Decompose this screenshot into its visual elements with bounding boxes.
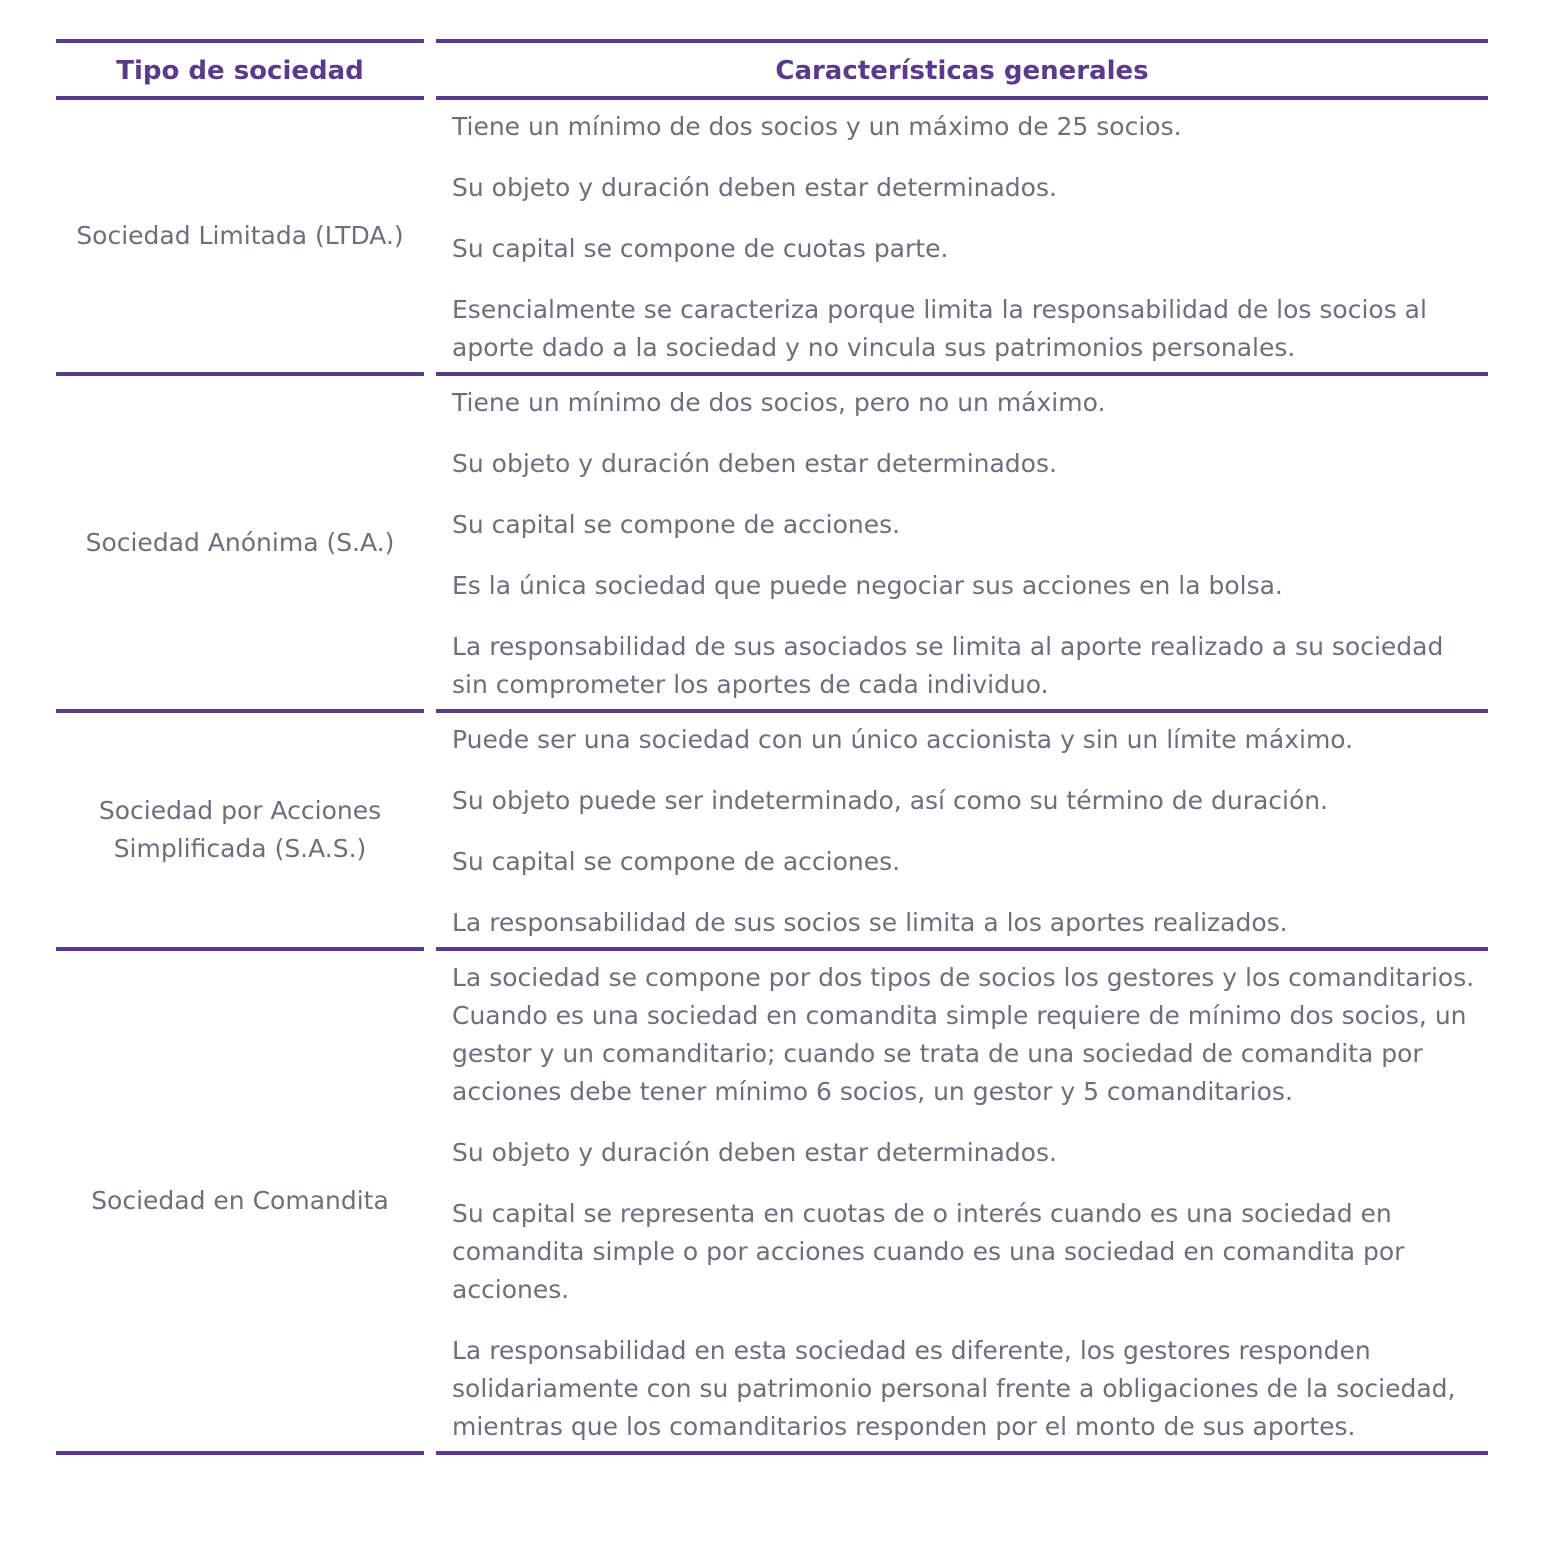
company-types-table (56, 39, 1488, 1455)
characteristic-item: La responsabilidad de sus asociados se limita al aporte realizado a su sociedad sin comprometer los aportes de cada individuo. (452, 632, 1444, 699)
characteristic-item: Su capital se representa en cuotas de o interés cuando es una sociedad en comandita simple o por acciones cuando es una sociedad en comandita por acciones. (452, 1199, 1405, 1304)
characteristic-item: La sociedad se compone por dos tipos de socios los gestores y los comanditarios. Cuando es una sociedad en comandita simple requiere de mínimo dos socios, un gestor y un comanditario; cuando se trata de una sociedad de comandita por acciones debe tener mínimo 6 socios, un gestor y 5 comanditarios. (452, 963, 1475, 1106)
characteristic-item: La responsabilidad en esta sociedad es diferente, los gestores responden solidariamente con su patrimonio personal frente a obligaciones de la sociedad, mientras que los comanditarios responden por el monto de sus aportes. (452, 1336, 1456, 1441)
row-type: Sociedad en Comandita (56, 951, 424, 1455)
characteristic-item: Su objeto puede ser indeterminado, así como su término de duración. (452, 786, 1329, 815)
header-type: Tipo de sociedad (56, 39, 424, 100)
characteristic-item: Su objeto y duración deben estar determinados. (452, 1138, 1057, 1167)
characteristic-item: Tiene un mínimo de dos socios y un máximo de 25 socios. (452, 112, 1182, 141)
characteristic-item: Esencialmente se caracteriza porque limita la responsabilidad de los socios al aporte dado a la sociedad y no vincula sus patrimonios personales. (452, 295, 1427, 362)
characteristic-item: Su capital se compone de acciones. (452, 847, 901, 876)
row-characteristics (436, 376, 1488, 713)
row-characteristics (436, 951, 1488, 1455)
table-row (56, 713, 1488, 951)
characteristic-item: Puede ser una sociedad con un único accionista y sin un límite máximo. (452, 725, 1354, 754)
table-row (56, 100, 1488, 376)
row-characteristics (436, 100, 1488, 376)
table-row (56, 951, 1488, 1455)
row-type: Sociedad Anónima (S.A.) (56, 376, 424, 713)
row-type: Sociedad por Acciones Simplificada (S.A.S.) (56, 713, 424, 951)
characteristic-item: Su objeto y duración deben estar determinados. (452, 449, 1057, 478)
characteristic-item: Su capital se compone de acciones. (452, 510, 901, 539)
characteristic-item: Su objeto y duración deben estar determinados. (452, 173, 1057, 202)
characteristic-item: Su capital se compone de cuotas parte. (452, 234, 949, 263)
table-header (56, 39, 1488, 100)
table-row (56, 376, 1488, 713)
row-type: Sociedad Limitada (LTDA.) (56, 100, 424, 376)
header-characteristics: Características generales (436, 39, 1488, 100)
characteristic-item: Tiene un mínimo de dos socios, pero no un máximo. (452, 388, 1106, 417)
characteristic-item: La responsabilidad de sus socios se limita a los aportes realizados. (452, 908, 1288, 937)
row-characteristics (436, 713, 1488, 951)
characteristic-item: Es la única sociedad que puede negociar sus acciones en la bolsa. (452, 571, 1283, 600)
